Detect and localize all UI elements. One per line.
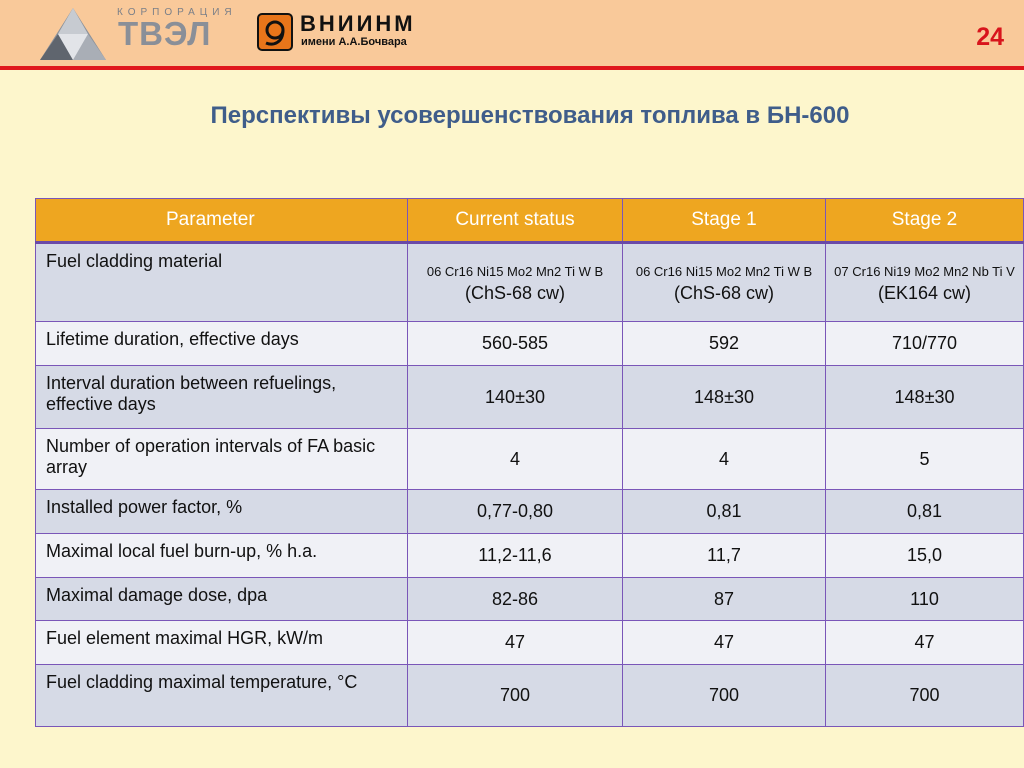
alloy-grade: (EK164 cw) xyxy=(877,283,972,303)
table-cell: 4 xyxy=(408,429,623,490)
table-cell: 700 xyxy=(826,665,1024,727)
vniinm-logo-icon xyxy=(257,13,293,51)
table-cell: 47 xyxy=(623,621,826,665)
tvel-corporation-label: КОРПОРАЦИЯ xyxy=(117,7,237,18)
table-row xyxy=(36,366,1024,429)
table-cell xyxy=(623,243,826,322)
row-label: Fuel cladding material xyxy=(36,243,408,322)
fuel-parameters-table xyxy=(35,198,1024,727)
row-label: Interval duration between refuelings, effective days xyxy=(36,366,408,429)
table-cell: 148±30 xyxy=(826,366,1024,429)
header-divider xyxy=(0,66,1024,70)
header-stage-2: Stage 2 xyxy=(826,199,1024,243)
row-label: Number of operation intervals of FA basic array xyxy=(36,429,408,490)
row-label: Fuel cladding maximal temperature, °C xyxy=(36,665,408,727)
row-label: Fuel element maximal HGR, kW/m xyxy=(36,621,408,665)
tvel-brand-name: ТВЭЛ xyxy=(118,15,212,52)
table-header-row xyxy=(36,199,1024,243)
table-row xyxy=(36,243,1024,322)
table-cell: 15,0 xyxy=(826,534,1024,578)
table-row xyxy=(36,665,1024,727)
table-cell: 710/770 xyxy=(826,322,1024,366)
row-label: Maximal local fuel burn-up, % h.a. xyxy=(36,534,408,578)
header-parameter: Parameter xyxy=(36,199,408,243)
table-cell xyxy=(826,243,1024,322)
table-cell: 0,77-0,80 xyxy=(408,490,623,534)
row-label: Lifetime duration, effective days xyxy=(36,322,408,366)
header-stage-1: Stage 1 xyxy=(623,199,826,243)
table-cell: 700 xyxy=(623,665,826,727)
tvel-logo-icon xyxy=(38,6,108,62)
row-label: Installed power factor, % xyxy=(36,490,408,534)
table-cell: 11,2-11,6 xyxy=(408,534,623,578)
table-cell: 0,81 xyxy=(826,490,1024,534)
table-row xyxy=(36,429,1024,490)
page-number: 24 xyxy=(976,23,1004,51)
table-cell: 82-86 xyxy=(408,578,623,621)
vniinm-subtitle: имени А.А.Бочвара xyxy=(301,36,407,48)
vniinm-brand-name: ВНИИНМ xyxy=(300,11,416,36)
table-cell: 5 xyxy=(826,429,1024,490)
alloy-grade: (ChS-68 cw) xyxy=(464,283,566,303)
table-row xyxy=(36,534,1024,578)
alloy-composition: 06 Cr16 Ni15 Mo2 Mn2 Ti W B xyxy=(426,264,604,279)
alloy-grade: (ChS-68 cw) xyxy=(673,283,775,303)
table-cell: 110 xyxy=(826,578,1024,621)
row-label: Maximal damage dose, dpa xyxy=(36,578,408,621)
table-row xyxy=(36,578,1024,621)
table-cell: 4 xyxy=(623,429,826,490)
table-cell: 11,7 xyxy=(623,534,826,578)
table-row xyxy=(36,322,1024,366)
table-row xyxy=(36,621,1024,665)
table-row xyxy=(36,490,1024,534)
table-cell: 0,81 xyxy=(623,490,826,534)
table-cell: 140±30 xyxy=(408,366,623,429)
alloy-composition: 07 Cr16 Ni19 Mo2 Mn2 Nb Ti V xyxy=(834,264,1015,279)
alloy-composition: 06 Cr16 Ni15 Mo2 Mn2 Ti W B xyxy=(635,264,813,279)
table-cell: 700 xyxy=(408,665,623,727)
table-cell: 47 xyxy=(826,621,1024,665)
table-cell: 47 xyxy=(408,621,623,665)
table-cell: 148±30 xyxy=(623,366,826,429)
table-cell: 87 xyxy=(623,578,826,621)
table-cell: 592 xyxy=(623,322,826,366)
table-cell xyxy=(408,243,623,322)
table-cell: 560-585 xyxy=(408,322,623,366)
slide-title: Перспективы усовершенствования топлива в БН-600 xyxy=(210,102,850,129)
header-current-status: Current status xyxy=(408,199,623,243)
